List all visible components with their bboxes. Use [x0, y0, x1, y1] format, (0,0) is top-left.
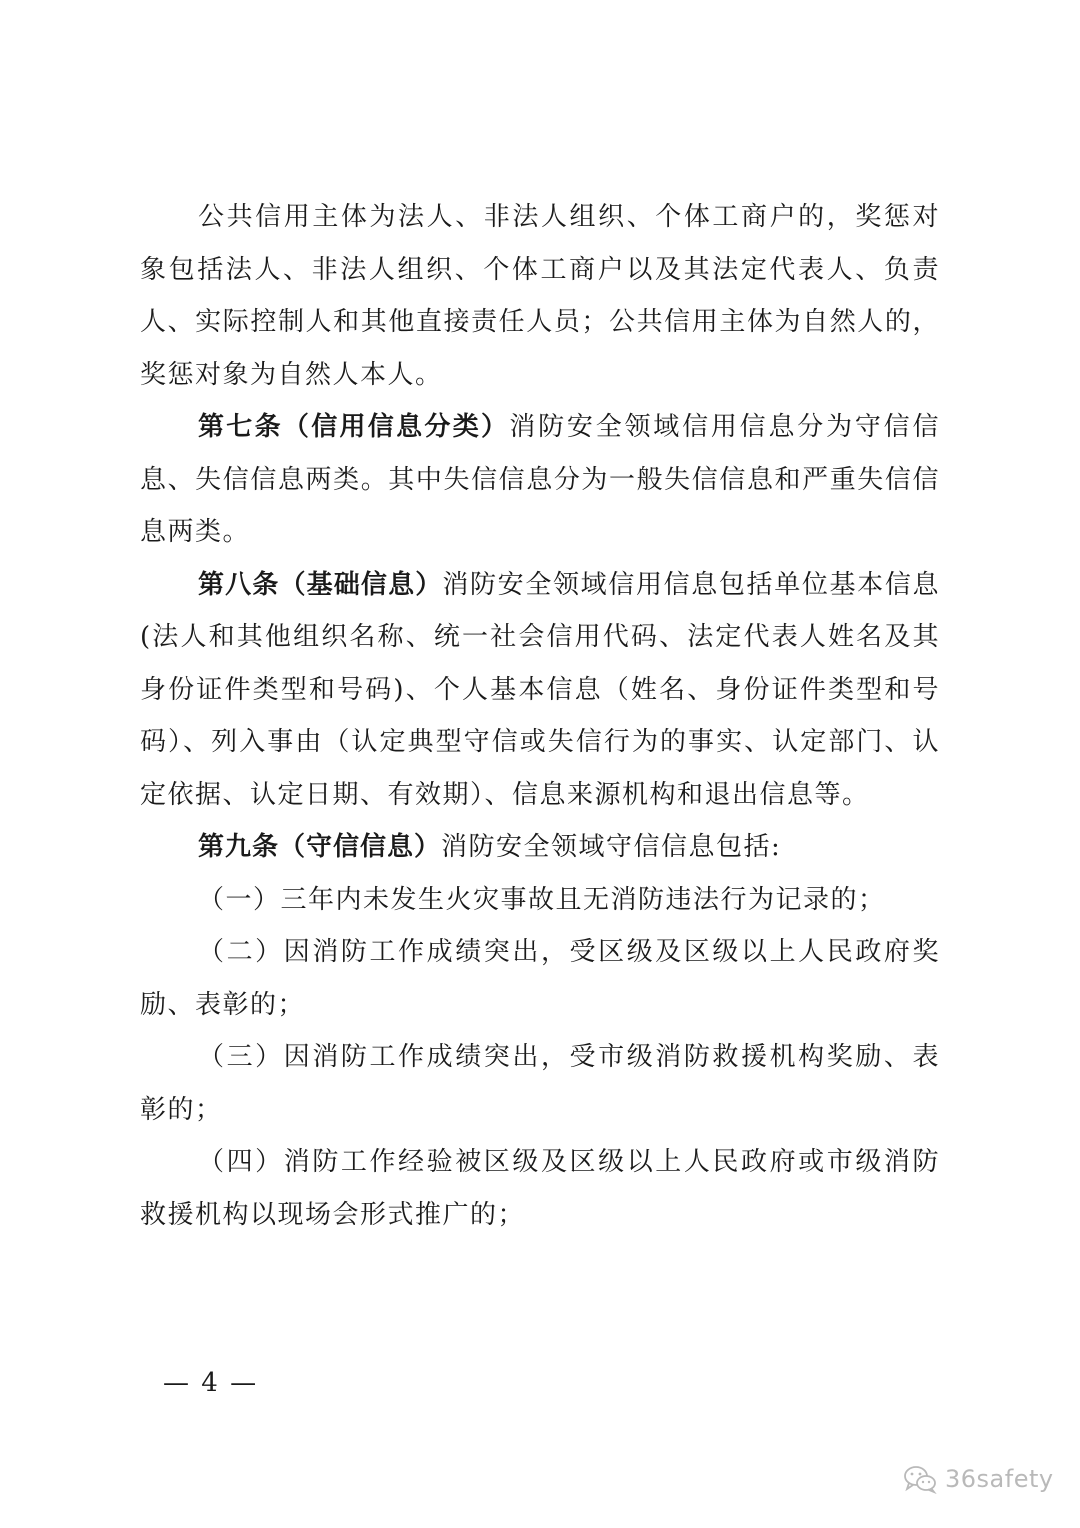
list-item-text: （三）因消防工作成绩突出，受市级消防救援机构奖励、表彰的；: [140, 1042, 940, 1125]
page-number: — 4 —: [163, 1368, 259, 1398]
list-item-text: （一）三年内未发生火灾事故且无消防违法行为记录的；: [198, 884, 886, 915]
watermark: [903, 1461, 1054, 1497]
article-9-paragraph: [140, 821, 940, 874]
list-item-3: [140, 1031, 940, 1136]
paragraph-text: 公共信用主体为法人、非法人组织、个体工商户的，奖惩对象包括法人、非法人组织、个体工商户以及其法定代表人、负责人、实际控制人和其他直接责任人员；公共信用主体为自然人的，奖惩对象为自然人本人。: [140, 202, 940, 390]
list-item-2: [140, 926, 940, 1031]
watermark-text: 36safety: [945, 1465, 1054, 1493]
article-7-text: 消防安全领域信用信息分为守信信息、失信信息两类。其中失信信息分为一般失信信息和严重失信信息两类。: [140, 412, 940, 547]
article-9-title: 第九条（守信信息）: [198, 832, 442, 862]
list-item-text: （二）因消防工作成绩突出，受区级及区级以上人民政府奖励、表彰的；: [140, 937, 940, 1020]
article-7-title: 第七条（信用信息分类）: [198, 412, 510, 442]
list-item-text: （四）消防工作经验被区级及区级以上人民政府或市级消防救援机构以现场会形式推广的；: [140, 1147, 940, 1230]
paragraph-reward-objects: [140, 191, 940, 401]
list-item-1: [140, 874, 940, 927]
article-9-text: 消防安全领域守信信息包括:: [441, 832, 782, 862]
article-7-paragraph: [140, 401, 940, 559]
article-8-paragraph: [140, 559, 940, 822]
wechat-icon: [903, 1464, 937, 1494]
article-8-text: 消防安全领域信用信息包括单位基本信息(法人和其他组织名称、统一社会信用代码、法定代表人姓名及其身份证件类型和号码)、个人基本信息（姓名、身份证件类型和号码）、列入事由（认定典型守信或失信行为的事实、认定部门、认定依据、认定日期、有效期）、信息来源机构和退出信息等。: [140, 569, 940, 810]
article-8-title: 第八条（基础信息）: [198, 569, 443, 600]
document-body: [140, 191, 940, 1241]
list-item-4: [140, 1136, 940, 1241]
